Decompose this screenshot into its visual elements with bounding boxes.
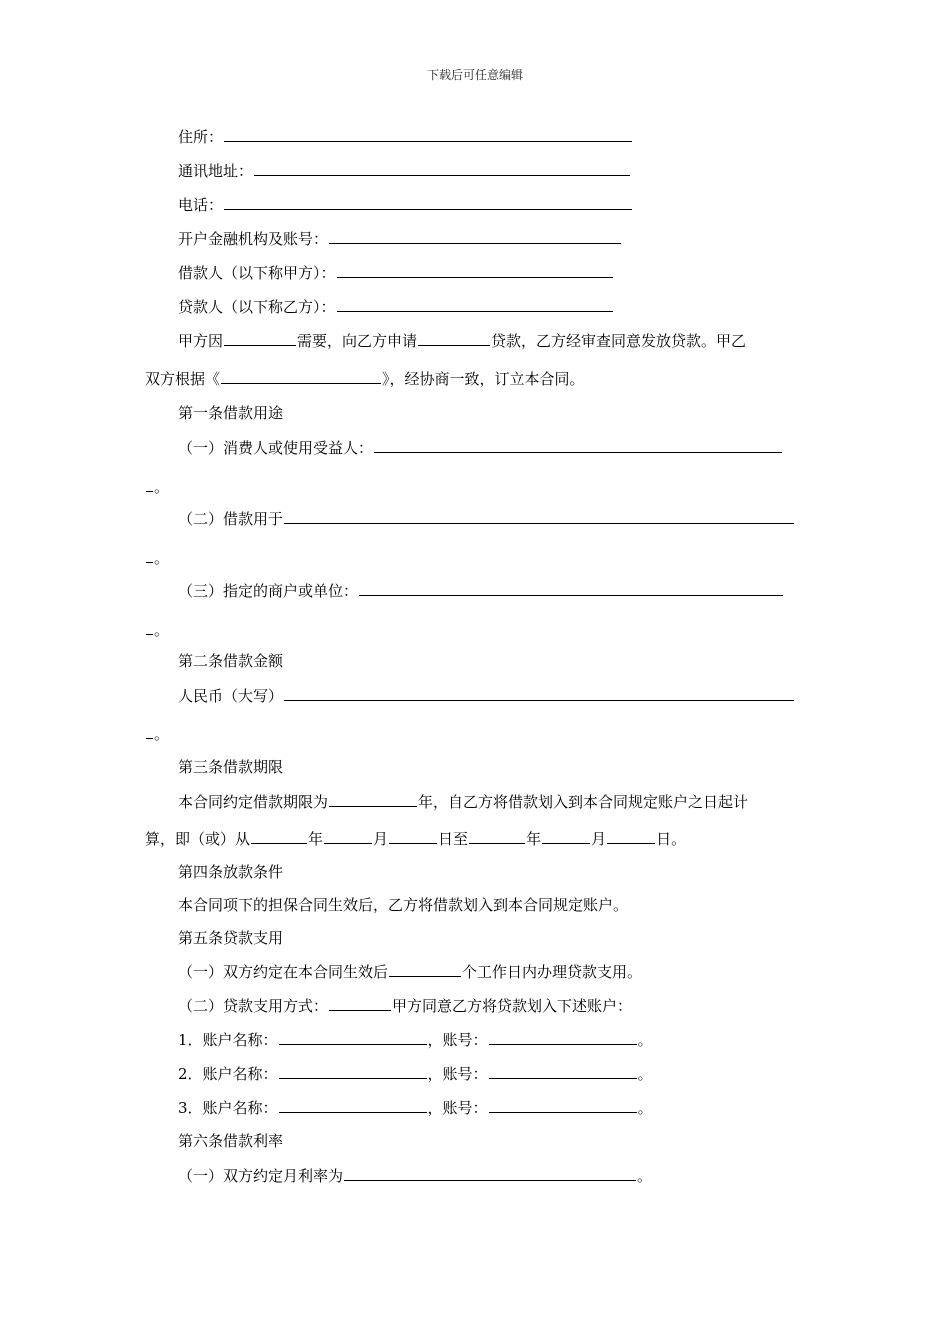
account-name-label: 2．账户名称： [178, 1065, 278, 1083]
amount-blank-cont[interactable] [146, 723, 153, 739]
article-4-text: 本合同项下的担保合同生效后，乙方将借款划入到本合同规定账户。 [178, 896, 629, 914]
month-label: 月 [591, 830, 607, 848]
period: 。 [637, 1065, 653, 1083]
address-label: 住所： [178, 128, 224, 146]
workdays-blank[interactable] [389, 961, 461, 977]
article-1-item-3-end [145, 619, 169, 640]
address-blank[interactable] [224, 126, 632, 142]
article-4-title: 第四条放款条件 [178, 863, 284, 881]
address-field [178, 126, 633, 147]
account-row-3 [178, 1097, 653, 1118]
article-2-amount [178, 685, 795, 706]
account-row-1 [178, 1029, 653, 1050]
intro-text-b: 需要，向乙方申请 [297, 332, 418, 350]
bank-label: 开户金融机构及账号： [178, 230, 329, 248]
account-name-blank[interactable] [279, 1063, 427, 1079]
lender-blank[interactable] [337, 296, 613, 312]
drawdown-method-blank[interactable] [329, 995, 391, 1011]
article-2-title: 第二条借款金额 [178, 652, 284, 670]
day-label: 日。 [656, 830, 687, 848]
article-3-title: 第三条借款期限 [178, 758, 284, 776]
borrower-field [178, 262, 614, 283]
merchant-blank-cont[interactable] [146, 619, 153, 635]
need-blank[interactable] [224, 330, 296, 346]
period: 。 [154, 478, 170, 496]
article-5-item-1 [178, 961, 642, 982]
account-name-label: 3．账户名称： [178, 1099, 278, 1117]
account-row-2 [178, 1063, 653, 1084]
period: 。 [637, 1099, 653, 1117]
term-text-a: 本合同约定借款期限为 [178, 793, 329, 811]
end-month-blank[interactable] [542, 828, 590, 844]
borrower-blank[interactable] [337, 262, 613, 278]
month-label: 月 [373, 830, 389, 848]
start-year-blank[interactable] [251, 828, 307, 844]
article-1-title: 第一条借款用途 [178, 404, 284, 422]
account-name-label: 1．账户名称： [178, 1031, 278, 1049]
period: 。 [154, 549, 170, 567]
drawdown-text-a: （一）双方约定在本合同生效后 [178, 963, 389, 981]
period: 。 [154, 725, 170, 743]
term-text-b: 年，自乙方将借款划入到本合同规定账户之日起计 [418, 793, 749, 811]
account-no-label: ，账号： [427, 1099, 488, 1117]
rate-label: （一）双方约定月利率为 [178, 1167, 344, 1185]
article-6-title: 第六条借款利率 [178, 1132, 284, 1150]
amount-label: 人民币（大写） [178, 687, 284, 705]
intro-text-e: 》，经协商一致，订立本合同。 [382, 370, 585, 388]
article-1-item-1 [178, 437, 783, 458]
article-3-line-2 [145, 828, 686, 849]
year-label: 年 [526, 830, 542, 848]
account-no-blank[interactable] [489, 1029, 637, 1045]
account-no-blank[interactable] [489, 1063, 637, 1079]
mail-address-blank[interactable] [254, 160, 630, 176]
bank-field [178, 228, 622, 249]
account-no-label: ，账号： [427, 1031, 488, 1049]
lender-label: 贷款人（以下称乙方）： [178, 298, 336, 316]
article-5-title: 第五条贷款支用 [178, 929, 284, 947]
period: 。 [154, 621, 170, 639]
merchant-label: （三）指定的商户或单位： [178, 582, 359, 600]
period: 。 [637, 1167, 653, 1185]
phone-label: 电话： [178, 196, 224, 214]
year-label: 年 [308, 830, 324, 848]
end-day-blank[interactable] [607, 828, 655, 844]
account-no-blank[interactable] [489, 1097, 637, 1113]
start-month-blank[interactable] [324, 828, 372, 844]
article-1-item-2 [178, 508, 795, 529]
intro-text-a: 甲方因 [178, 332, 224, 350]
article-5-item-2 [178, 995, 632, 1016]
borrower-label: 借款人（以下称甲方）： [178, 264, 336, 282]
rate-blank[interactable] [344, 1165, 636, 1181]
purpose-label: （二）借款用于 [178, 510, 284, 528]
intro-line-1 [178, 330, 746, 351]
to-label: 日至 [438, 830, 469, 848]
purpose-blank-cont[interactable] [146, 547, 153, 563]
basis-blank[interactable] [221, 368, 381, 384]
drawdown-text-b: 个工作日内办理贷款支用。 [462, 963, 643, 981]
beneficiary-blank[interactable] [374, 437, 782, 453]
bank-blank[interactable] [329, 228, 621, 244]
drawdown-method-text: 甲方同意乙方将贷款划入下述账户： [392, 997, 633, 1015]
article-6-item-1 [178, 1165, 652, 1186]
article-1-item-3 [178, 580, 784, 601]
term-years-blank[interactable] [329, 791, 417, 807]
drawdown-method-label: （二）贷款支用方式： [178, 997, 329, 1015]
beneficiary-blank-cont[interactable] [146, 476, 153, 492]
account-no-label: ，账号： [427, 1065, 488, 1083]
lender-field [178, 296, 614, 317]
account-name-blank[interactable] [279, 1097, 427, 1113]
phone-field [178, 194, 633, 215]
amount-blank[interactable] [284, 685, 794, 701]
article-2-amount-end [145, 723, 169, 744]
phone-blank[interactable] [224, 194, 632, 210]
intro-text-c: 贷款，乙方经审查同意发放贷款。甲乙 [491, 332, 747, 350]
intro-text-d: 双方根据《 [145, 370, 221, 388]
beneficiary-label: （一）消费人或使用受益人： [178, 439, 374, 457]
article-1-item-1-end [145, 476, 169, 497]
page-header: 下载后可任意编辑 [426, 68, 523, 82]
intro-line-2 [145, 368, 585, 389]
purpose-blank[interactable] [284, 508, 794, 524]
account-name-blank[interactable] [279, 1029, 427, 1045]
term-text-c: 算，即（或）从 [145, 830, 251, 848]
article-3-line-1 [178, 791, 748, 812]
mail-address-field [178, 160, 631, 181]
loan-type-blank[interactable] [418, 330, 490, 346]
merchant-blank[interactable] [359, 580, 783, 596]
article-1-item-2-end [145, 547, 169, 568]
start-day-blank[interactable] [389, 828, 437, 844]
end-year-blank[interactable] [469, 828, 525, 844]
mail-address-label: 通讯地址： [178, 162, 254, 180]
period: 。 [637, 1031, 653, 1049]
